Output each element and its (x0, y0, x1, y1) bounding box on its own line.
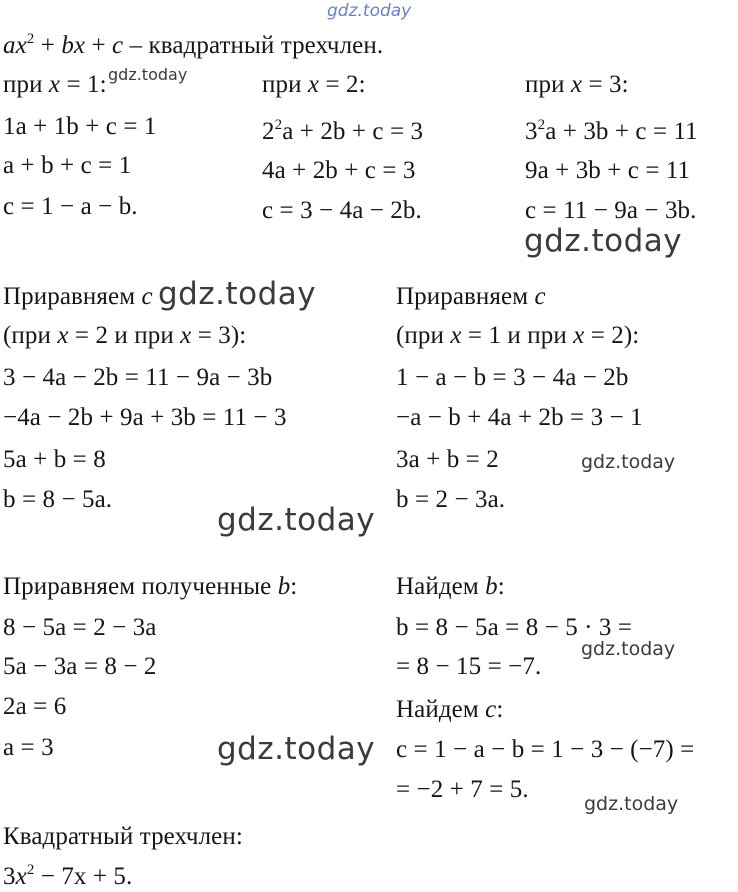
right2-equation: c = 1 − a − b = 1 − 3 − (−7) = (396, 736, 695, 763)
right1-condition: (при x = 1 и при x = 2): (396, 322, 640, 349)
left2-equation: 8 − 5a = 2 − 3a (3, 614, 157, 641)
col3-equation: 9a + 3b + c = 11 (525, 157, 691, 184)
col2-equation: $2^2a + 2b + c = 3$ (262, 117, 424, 145)
left1-equation: −4a − 2b + 9a + 3b = 11 − 3 (3, 404, 287, 431)
answer-polynomial: $3x^2 - 7x + 5$. (3, 862, 133, 890)
col1-equation: 1a + 1b + c = 1 (3, 113, 157, 140)
col2-title: при x = 2: (262, 71, 366, 98)
col3-title: при x = 3: (525, 71, 629, 98)
col2-equation: c = 3 − 4a − 2b. (262, 197, 422, 224)
left2-equation: 5a − 3a = 8 − 2 (3, 653, 157, 680)
right1-equation: 3a + b = 2 (396, 446, 499, 473)
left1-equation: 3 − 4a − 2b = 11 − 9a − 3b (3, 364, 273, 391)
right1-equation: b = 2 − 3a. (396, 486, 506, 513)
left2-equation: a = 3 (3, 734, 54, 761)
col1-title: при x = 1: (3, 71, 107, 98)
answer-label: Квадратный трехчлен: (3, 823, 243, 850)
right1-equation: −a − b + 4a + 2b = 3 − 1 (396, 404, 643, 431)
right2-equation: = −2 + 7 = 5. (396, 776, 529, 803)
watermark: gdz.today (108, 65, 188, 84)
right1-heading: Приравняем c (396, 283, 546, 310)
col3-equation: c = 11 − 9a − 3b. (525, 197, 697, 224)
right2-equation: b = 8 − 5a = 8 − 5 · 3 = (396, 614, 633, 641)
watermark: gdz.today (217, 502, 376, 538)
left2-equation: 2a = 6 (3, 693, 67, 720)
col2-equation: 4a + 2b + c = 3 (262, 157, 416, 184)
watermark: gdz.today (158, 276, 317, 312)
problem-statement: $ax^2$ + bx + c – квадратный трехчлен. (3, 31, 384, 59)
col1-equation: a + b + c = 1 (3, 152, 132, 179)
left1-equation: 5a + b = 8 (3, 446, 106, 473)
col3-equation: $3^2a + 3b + c = 11$ (525, 117, 698, 145)
left2-heading: Приравняем полученные b: (3, 573, 298, 600)
right1-equation: 1 − a − b = 3 − 4a − 2b (396, 364, 629, 391)
watermark: gdz.today (581, 451, 676, 473)
right2-equation: = 8 − 15 = −7. (396, 653, 542, 680)
right2-heading-b: Найдем b: (396, 573, 505, 600)
left1-heading: Приравняем c (3, 283, 153, 310)
right2-heading-c: Найдем c: (396, 696, 504, 723)
watermark: gdz.today (524, 223, 683, 259)
left1-equation: b = 8 − 5a. (3, 486, 113, 513)
watermark: gdz.today (327, 1, 412, 21)
watermark: gdz.today (217, 731, 376, 767)
watermark: gdz.today (584, 793, 679, 815)
left1-condition: (при x = 2 и при x = 3): (3, 322, 247, 349)
col1-equation: c = 1 − a − b. (3, 193, 138, 220)
watermark: gdz.today (581, 638, 676, 660)
